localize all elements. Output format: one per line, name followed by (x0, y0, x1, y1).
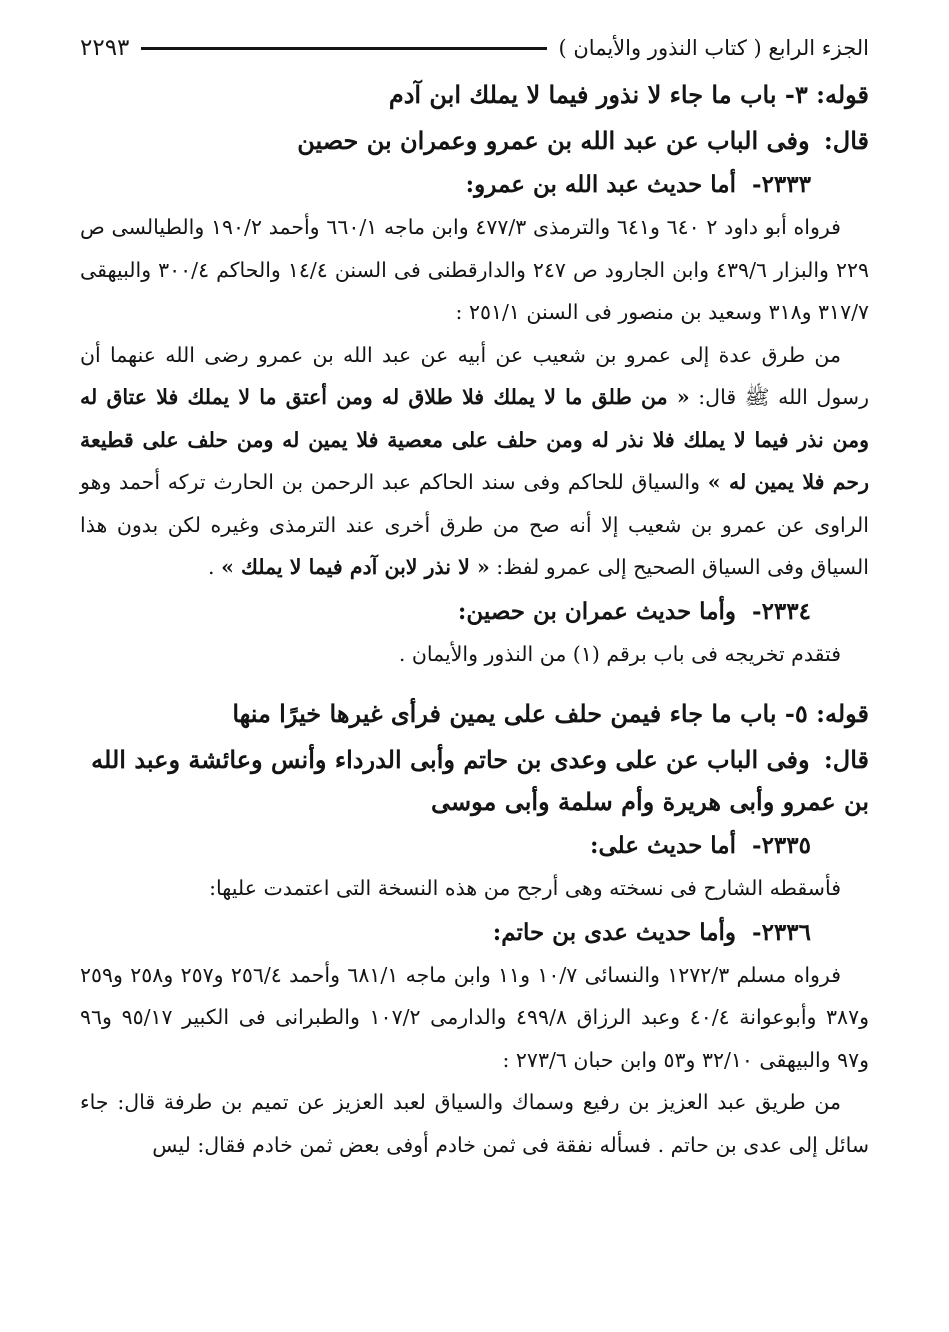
hadith-matn-short: « لا نذر لابن آدم فيما لا يملك » (221, 555, 490, 579)
hadith-heading-2333 (80, 164, 811, 206)
qala-line-1 (80, 120, 869, 162)
hadith-title: وأما حديث عدى بن حاتم: (492, 918, 737, 946)
hadith-title: أما حديث على: (590, 832, 737, 859)
running-title: الجزء الرابع ( كتاب النذور والأيمان ) (558, 36, 869, 60)
hadith-number: ٢٣٣٦- (752, 918, 811, 946)
qala-line-2 (80, 739, 869, 823)
commentary-text: والسياق للحاكم وفى سند الحاكم عبد الرحمن بن الحارث تركه أحمد وهو الراوى عن عمرو بن شعيب إلا أنه صح من طرق أخرى عند الترمذى وغيره لكن بدون هذا السياق وفى السياق الصحيح إلى عمرو لفظ: (80, 470, 869, 579)
hadith-title: أما حديث عبد الله بن عمرو: (465, 171, 737, 198)
takhrij-paragraph-2336: فرواه مسلم ١٢٧٢/٣ والنسائى ١٠/٧ و١١ وابن ماجه ٦٨١/١ وأحمد ٢٥٦/٤ و٢٥٧ و٢٥٨ و٢٥٩ و٣٨٧ وأبوعوانة ٤٠/٤ وعبد الرزاق ٤٩٩/٨ والدارمى ١٠٧/٢ والطبرانى فى الكبير ٩٥/١٧ و٩٦ و٩٧ والبيهقى ٣٢/١٠ و٥٣ وابن حبان ٢٧٣/٦ : (80, 962, 869, 1072)
takhrij-paragraph-2334: فتقدم تخريجه فى باب برقم (١) من النذور والأيمان . (398, 641, 841, 666)
chapter-heading-5: قوله: ٥- باب ما جاء فيمن حلف على يمين فرأى غيرها خيرًا منها (232, 699, 869, 728)
hadith-heading-2334 (80, 591, 811, 633)
isnad-paragraph-2333 (80, 334, 869, 589)
takhrij-paragraph-2335: فأسقطه الشارح فى نسخته وهى أرجح من هذه النسخة التى اعتمدت عليها: (209, 876, 841, 900)
hadith-number: ٢٣٣٥- (752, 832, 811, 859)
header-rule (141, 47, 546, 50)
isnad-paragraph-2336: من طريق عبد العزيز بن رفيع وسماك والسياق لعبد العزيز عن تميم بن طرفة قال: جاء سائل إلى عدى بن حاتم . فسأله نفقة فى ثمن خادم أوفى بعض ثمن خادم فقال: ليس (80, 1090, 869, 1157)
isnad-text: من طرق عدة إلى عمرو بن شعيب عن أبيه عن عبد الله بن عمرو رضى الله عنهما أن رسول الله ﷺ قال: (80, 342, 869, 409)
hadith-number: ٢٣٣٤- (752, 597, 811, 625)
qala-label: قال: (823, 745, 869, 774)
hadith-matn: « من طلق ما لا يملك فلا طلاق له ومن أعتق ما لا يملك فلا عتاق له ومن نذر فيما لا يملك فلا نذر له ومن حلف على معصية فلا يمين له ومن حلف على قطيعة رحم فلا يمين له » (80, 385, 869, 494)
chapter-heading-3: قوله: ٣- باب ما جاء لا نذور فيما لا يملك ابن آدم (388, 80, 869, 109)
qala-text: وفى الباب عن عبد الله بن عمرو وعمران بن حصين (297, 126, 810, 155)
hadith-number: ٢٣٣٣- (752, 171, 811, 198)
hadith-title: وأما حديث عمران بن حصين: (457, 597, 737, 625)
hadith-heading-2335 (80, 825, 811, 867)
running-header (80, 30, 869, 66)
qala-label: قال: (823, 126, 869, 155)
full-stop: . (208, 555, 215, 579)
hadith-heading-2336 (80, 912, 811, 954)
takhrij-paragraph-2333: فرواه أبو داود ٢ ٦٤٠ و٦٤١ والترمذى ٤٧٧/٣ وابن ماجه ٦٦٠/١ وأحمد ١٩٠/٢ والطيالسى ص ٢٢٩ والبزار ٤٣٩/٦ وابن الجارود ص ٢٤٧ والدارقطنى فى السنن ١٤/٤ والحاكم ٣٠٠/٤ والبيهقى ٣١٧/٧ و٣١٨ وسعيد بن منصور فى السنن ٢٥١/١ : (80, 215, 869, 324)
page-number: ٢٢٩٣ (80, 35, 130, 61)
qala-text: وفى الباب عن على وعدى بن حاتم وأبى الدرداء وأنس وعائشة وعبد الله بن عمرو وأبى هريرة وأم سلمة وأبى موسى (91, 745, 869, 816)
